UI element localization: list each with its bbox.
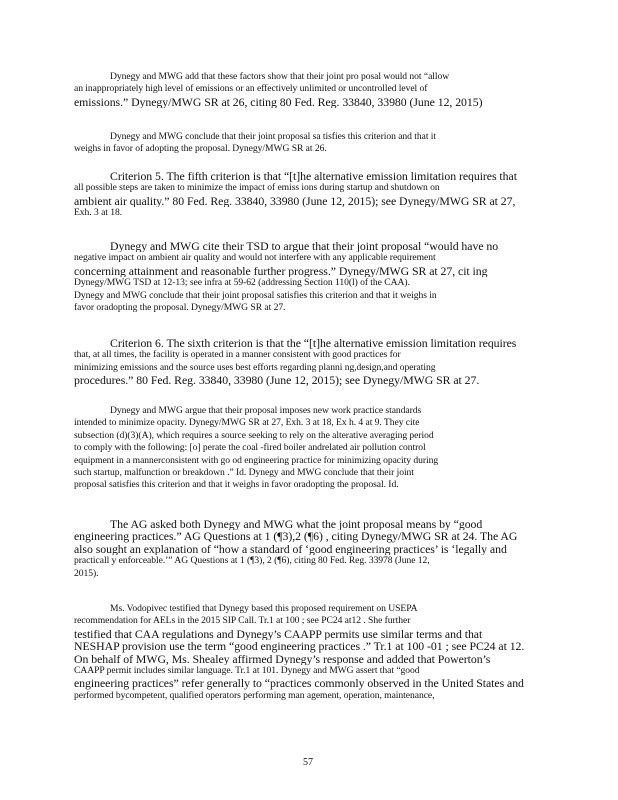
paragraph-2 [74, 131, 542, 156]
paragraph-1 [74, 71, 542, 108]
text-line: testified that CAA regulations and Dynegy’s CAAPP permits use similar terms and that [74, 627, 483, 641]
text-line: Dynegy and MWG add that these factors show that their joint pro posal would not “allow [110, 71, 450, 82]
text-line: emissions.” Dynegy/MWG SR at 26, citing 80 Fed. Reg. 33840, 33980 (June 12, 2015) [74, 95, 483, 109]
text-line: ambient air quality.” 80 Fed. Reg. 33840, 33980 (June 12, 2015); see Dynegy/MWG SR at 27, [74, 194, 516, 208]
text-line: Dynegy and MWG cite their TSD to argue that their joint proposal “would have no [110, 240, 499, 253]
text-line: equipment in a mannerconsistent with go od engineering practice for minimizing opacity during [74, 454, 439, 466]
page-number: 57 [303, 757, 313, 768]
text-line: engineering practices” refer generally to “practices commonly observed in the United States and [74, 677, 524, 690]
text-line: an inappropriately high level of emissions or an effectively unlimited or uncontrolled level of [74, 83, 428, 95]
paragraph-8 [74, 603, 542, 702]
text-line: practicall y enforceable.’” AG Questions at 1 (¶3), 2 (¶6), citing 80 Fed. Reg. 33978 (June 12, [74, 555, 430, 567]
text-line: engineering practices.” AG Questions at 1 (¶3),2 (¶6) , citing Dynegy/MWG SR at 24. The AG [74, 530, 518, 543]
text-line: CAAPP permit includes similar language. Tr.1 at 101. Dynegy and MWG assert that “good [74, 665, 420, 677]
text-line: to comply with the following: [o] perate the coal -fired boiler andrelated air pollution control [74, 442, 426, 454]
text-line: Criterion 6. The sixth criterion is that the “[t]he alternative emission limitation requires [110, 337, 517, 350]
text-line: all possible steps are taken to minimize the impact of emiss ions during startup and shutdown on [74, 182, 440, 194]
text-line: intended to minimize opacity. Dynegy/MWG SR at 27, Exh. 3 at 18, Ex h. 4 at 9. They cite [74, 417, 420, 429]
text-line: favor oradopting the proposal. Dynegy/MWG SR at 27. [74, 302, 286, 314]
text-line: such startup, malfunction or breakdown .” Id. Dynegy and MWG conclude that their joint [74, 467, 414, 479]
paragraph-5 [74, 337, 542, 387]
text-line: that, at all times, the facility is operated in a manner consistent with good practices for [74, 349, 401, 361]
text-line: procedures.” 80 Fed. Reg. 33840, 33980 (June 12, 2015); see Dynegy/MWG SR at 27. [74, 374, 480, 387]
text-line: On behalf of MWG, Ms. Shealey affirmed Dynegy’s response and added that Powerton’s [74, 652, 491, 666]
document-page [74, 0, 542, 800]
text-line: Dynegy and MWG conclude that their joint proposal satisfies this criterion and that it weighs in [74, 289, 437, 301]
text-line: concerning attainment and reasonable further progress.” Dynegy/MWG SR at 27, cit ing [74, 264, 488, 278]
text-line: Exh. 3 at 18. [74, 207, 123, 219]
text-line: performed bycompetent, qualified operators performing man agement, operation, maintenance, [74, 689, 435, 701]
text-line: proposal satisfies this criterion and that it weighs in favor oradopting the proposal. Id. [74, 479, 399, 491]
text-line: NESHAP provision use the term “good engineering practices .” Tr.1 at 100 -01 ; see PC24 at 12. [74, 640, 525, 653]
text-line: Dynegy/MWG TSD at 12-13; see infra at 59-62 (addressing Section 110(l) of the CAA). [74, 277, 410, 289]
text-line: subsection (d)(3)(A), which requires a source seeking to rely on the alterative averaging period [74, 429, 434, 441]
text-line: negative impact on ambient air quality and would not interfere with any applicable requirement [74, 252, 436, 264]
text-line: recommendation for AELs in the 2015 SIP Call. Tr.1 at 100 ; see PC24 at12 . She further [74, 615, 411, 627]
text-line: Criterion 5. The fifth criterion is that “[t]he alternative emission limitation requires that [110, 170, 517, 183]
text-line: Dynegy and MWG conclude that their joint proposal sa tisfies this criterion and that it [110, 131, 437, 142]
text-line: weighs in favor of adopting the proposal. Dynegy/MWG SR at 26. [74, 143, 327, 155]
text-line: Ms. Vodopivec testified that Dynegy based this proposed requirement on USEPA [110, 603, 418, 614]
paragraph-7 [74, 518, 542, 580]
text-line: also sought an explanation of “how a standard of ‘good engineering practices’ is ‘legally and [74, 542, 507, 556]
text-line: 2015). [74, 567, 99, 579]
text-line: The AG asked both Dynegy and MWG what the joint proposal means by “good [110, 518, 483, 531]
paragraph-3 [74, 170, 542, 220]
paragraph-6 [74, 405, 542, 492]
text-line: Dynegy and MWG argue that their proposal imposes new work practice standards [110, 405, 422, 416]
text-line: minimizing emissions and the source uses best efforts regarding planni ng,design,and operating [74, 361, 436, 373]
paragraph-4 [74, 240, 542, 314]
